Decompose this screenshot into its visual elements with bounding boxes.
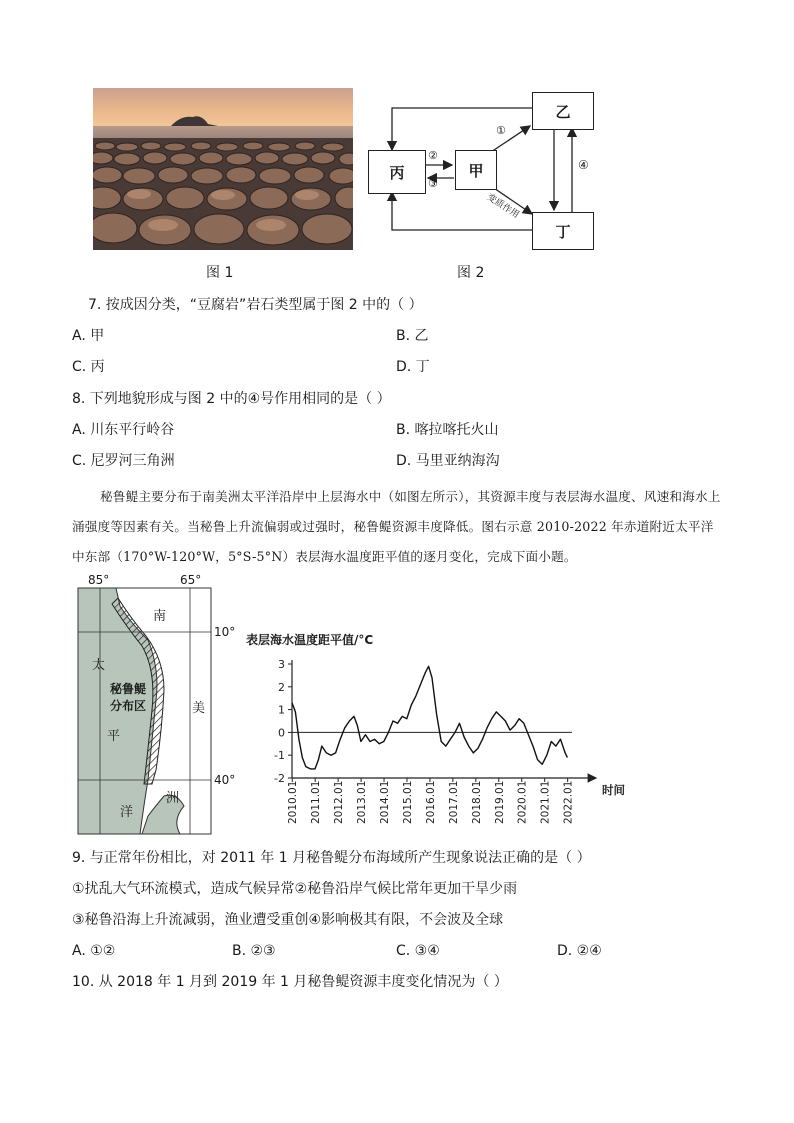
node-yi: 乙: [532, 92, 594, 130]
map-label-nan: 南: [153, 609, 167, 624]
q8-option-a[interactable]: A. 川东平行岭谷: [72, 422, 175, 438]
map-lon-65: 65°: [180, 573, 202, 587]
q9-statements-2: ③秘鲁沿海上升流减弱，渔业遭受重创④影响极其有限，不会波及全球: [72, 912, 504, 928]
x-tick-label: 2016.01: [424, 780, 437, 824]
q9-statements-1: ①扰乱大气环流模式，造成气候异常②秘鲁沿岸气候比常年更加干旱少雨: [72, 881, 518, 897]
figure2-caption: 图 2: [457, 265, 485, 281]
x-tick-label: 2019.01: [493, 780, 506, 824]
node-jia: 甲: [455, 150, 497, 190]
y-tick-label: -2: [274, 772, 285, 785]
arrow-label-1: ①: [496, 124, 506, 137]
q8-option-d[interactable]: D. 马里亚纳海沟: [396, 453, 500, 469]
arrow-label-2: ②: [428, 149, 438, 162]
q7-stem: 7. 按成因分类，“豆腐岩”岩石类型属于图 2 中的（ ）: [88, 297, 423, 313]
q8-option-c[interactable]: C. 尼罗河三角洲: [72, 453, 175, 469]
map-label-zhou: 洲: [166, 791, 180, 806]
q7-option-a[interactable]: A. 甲: [72, 328, 105, 344]
y-tick-label: 3: [278, 658, 285, 671]
map-label-ping: 平: [107, 729, 121, 744]
y-tick-label: 1: [278, 703, 285, 717]
figure1-photo: [93, 88, 353, 250]
map-label-yang: 洋: [120, 805, 134, 820]
sst-anomaly-chart: [250, 650, 630, 840]
sst-chart-title: 表层海水温度距平值/°C: [246, 633, 374, 647]
arrow-label-4: ④: [578, 158, 589, 172]
q7-option-c[interactable]: C. 丙: [72, 359, 105, 375]
x-tick-label: 2012.01: [333, 780, 346, 824]
y-tick-label: -1: [274, 749, 285, 763]
x-tick-label: 2013.01: [356, 780, 369, 824]
map-label-fish-1: 秘鲁鳀: [110, 682, 147, 696]
q7-option-d[interactable]: D. 丁: [396, 359, 430, 375]
map-lon-85: 85°: [88, 573, 110, 587]
x-tick-label: 2021.01: [539, 780, 552, 824]
x-tick-label: 2020.01: [516, 780, 529, 824]
x-axis-label: 时间: [602, 783, 625, 797]
x-tick-label: 2014.01: [379, 780, 392, 824]
map-label-fish-2: 分布区: [110, 699, 147, 713]
q7-option-b[interactable]: B. 乙: [396, 328, 429, 344]
arrow-label-metamorphism: 变质作用: [484, 192, 521, 221]
q9-option-b[interactable]: B. ②③: [232, 943, 276, 959]
arrow-label-3: ③: [428, 177, 438, 190]
y-tick-label: 2: [278, 680, 285, 694]
q8-option-b[interactable]: B. 喀拉喀托火山: [396, 422, 499, 438]
map-lat-10: 10°: [214, 625, 236, 639]
x-tick-label: 2010.01: [287, 780, 300, 824]
map-label-mei: 美: [192, 701, 206, 716]
x-tick-label: 2017.01: [447, 780, 460, 824]
q9-option-c[interactable]: C. ③④: [396, 943, 440, 959]
q9-option-a[interactable]: A. ①②: [72, 943, 116, 959]
q9-stem: 9. 与正常年份相比，对 2011 年 1 月秘鲁鳀分布海域所产生现象说法正确的是（ ）: [72, 850, 591, 866]
sst-anomaly-line: [292, 666, 567, 769]
y-tick-label: 0: [278, 726, 285, 740]
q10-stem: 10. 从 2018 年 1 月到 2019 年 1 月秘鲁鳀资源丰度变化情况为（ ）: [72, 974, 508, 990]
map-label-tai: 太: [92, 658, 106, 673]
node-ding: 丁: [532, 212, 594, 250]
x-tick-label: 2018.01: [470, 780, 483, 824]
map-lat-40: 40°: [214, 773, 236, 787]
q9-option-d[interactable]: D. ②④: [557, 943, 602, 959]
x-tick-label: 2015.01: [401, 780, 414, 824]
node-bing: 丙: [368, 150, 426, 194]
q8-stem: 8. 下列地貌形成与图 2 中的④号作用相同的是（ ）: [72, 391, 391, 407]
reading-passage: 秘鲁鳀主要分布于南美洲太平洋沿岸中上层海水中（如图左所示），其资源丰度与表层海水温度、风速和海水上涌强度等因素有关。当秘鲁上升流偏弱或过强时，秘鲁鳀资源丰度降低。图右示意 2010-2022 年赤道附近太平洋中东部（170°W-120°W，5°S-5°N）表层海水温度距平值的逐月变化，完成下面小题。: [72, 489, 721, 564]
x-tick-label: 2022.01: [562, 780, 575, 824]
x-tick-label: 2011.01: [310, 780, 323, 824]
figure1-caption: 图 1: [206, 265, 234, 281]
